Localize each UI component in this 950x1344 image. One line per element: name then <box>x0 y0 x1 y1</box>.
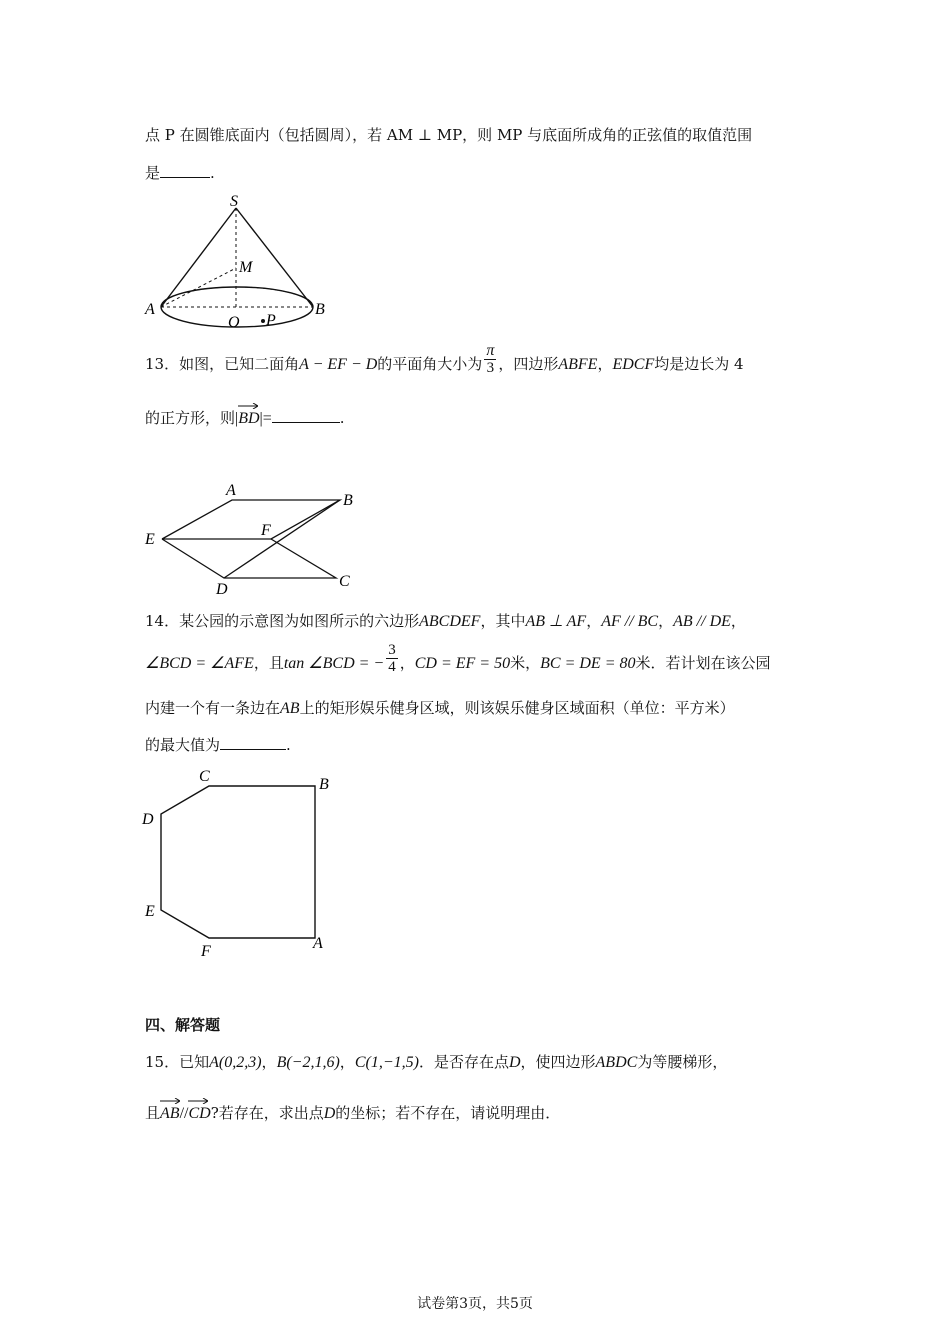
cone-label-O: O <box>228 314 240 331</box>
cone-edge-SA <box>161 208 236 307</box>
vector-arrow-icon <box>188 1098 208 1104</box>
q15-vecAB-text: AB <box>160 1105 180 1122</box>
q15-line2 <box>145 1102 560 1123</box>
q15-text-e: 且 <box>145 1104 161 1122</box>
q15-vecCD-text: CD <box>188 1105 211 1122</box>
q14-text-d: ， <box>399 654 415 672</box>
q14-line2 <box>145 641 771 675</box>
q13-text-e: 的正方形，则 <box>145 409 236 427</box>
q14-hexagon: ABCDEF <box>419 613 481 630</box>
q13-sep: ， <box>597 355 613 373</box>
q14-comma2: ， <box>658 612 674 630</box>
q14-fraction <box>386 642 398 675</box>
square-ABFE <box>162 500 340 539</box>
q15-text-a: 已知 <box>179 1053 210 1071</box>
q15-text-g: 的坐标；若不存在，请说明理由． <box>335 1104 561 1122</box>
q14-angle-eq: ∠BCD = ∠AFE <box>145 655 254 672</box>
q12-line1 <box>145 124 752 145</box>
q14-text-c: ，且 <box>253 654 284 672</box>
q12-answer-blank[interactable] <box>160 163 210 178</box>
cone-label-B: B <box>315 301 325 318</box>
q13-fraction <box>484 343 496 376</box>
q15-text-c: ，使四边形 <box>520 1053 596 1071</box>
q12-line2-end: . <box>210 164 215 182</box>
q14-text-a: 某公园的示意图为如图所示的六边形 <box>179 612 420 630</box>
cone-base-back-dashed <box>161 287 313 307</box>
dihedral-figure <box>140 478 370 598</box>
q13-quad2: EDCF <box>612 356 655 373</box>
q14-number: 14． <box>145 612 180 630</box>
q14-text-b: ，其中 <box>480 612 526 630</box>
park-label-D: D <box>142 811 154 828</box>
q14-line3 <box>145 697 735 718</box>
section-heading: 四、解答题 <box>145 1016 221 1034</box>
q15-point-A: A(0,2,3) <box>209 1054 262 1071</box>
cone-label-M: M <box>239 259 253 276</box>
park-label-E: E <box>145 903 155 920</box>
q12-line2-text: 是 <box>145 164 161 182</box>
q15-point-D2: D <box>323 1105 336 1122</box>
cone-label-P: P <box>266 312 276 329</box>
q13-line2-end: . <box>339 409 345 427</box>
q13-quad1: ABFE <box>558 356 598 373</box>
q14-tan: tan ∠BCD = − <box>283 655 385 672</box>
q14-cond1: AB ⊥ AF <box>525 613 587 630</box>
park-label-F: F <box>201 943 211 960</box>
q14-cd-ef: CD = EF = 50 <box>414 655 511 672</box>
q13-vector-BD <box>238 410 259 428</box>
q14-line1 <box>145 610 746 631</box>
cone-figure <box>140 190 340 340</box>
hexagon-ABCDEF <box>161 786 315 938</box>
q15-number: 15． <box>145 1053 180 1071</box>
q13-frac-den: 3 <box>486 359 495 376</box>
q13-text-c: ，四边形 <box>498 355 559 373</box>
park-label-A: A <box>313 935 323 952</box>
q14-answer-blank[interactable] <box>220 735 286 750</box>
vector-arrow-icon <box>238 403 258 409</box>
dihedral-label-F: F <box>261 522 271 539</box>
dihedral-label-C: C <box>339 573 350 590</box>
dihedral-label-D: D <box>216 581 228 598</box>
q14-line4 <box>145 734 291 755</box>
q14-cond2: AF // BC <box>601 613 659 630</box>
q15-point-C: C(1,−1,5) <box>354 1054 419 1071</box>
vector-arrow-icon <box>160 1098 180 1104</box>
q14-text-e: 内建一个有一条边在 <box>145 699 281 717</box>
park-hexagon-figure <box>138 762 338 962</box>
q15-vector-CD <box>188 1105 210 1123</box>
q13-line2: 的正方形，则| BD|= . <box>145 407 345 428</box>
q13-text-b: 的平面角大小为 <box>377 355 483 373</box>
q14-frac-den: 4 <box>388 658 396 675</box>
q13-answer-blank[interactable] <box>272 408 340 423</box>
q14-text-f: 上的矩形娱乐健身区域，则该娱乐健身区域面积（单位：平方米） <box>299 699 735 717</box>
q15-point-D: D <box>508 1054 521 1071</box>
q13-text-a: 如图，已知二面角 <box>179 355 300 373</box>
dihedral-label-B: B <box>343 492 353 509</box>
cone-label-A: A <box>145 301 155 318</box>
q13-frac-num: π <box>486 341 495 359</box>
q14-comma1: ， <box>586 612 602 630</box>
park-label-C: C <box>199 768 210 785</box>
dihedral-label-A: A <box>226 482 236 499</box>
q15-text-d: 为等腰梯形， <box>637 1053 728 1071</box>
q15-text-b: ．是否存在点 <box>418 1053 509 1071</box>
cone-label-S: S <box>230 193 238 210</box>
q12-line2 <box>145 162 215 183</box>
q14-comma3: ， <box>730 612 746 630</box>
q15-comma2: ， <box>339 1053 355 1071</box>
q13-text-d: 均是边长为 4 <box>654 355 744 373</box>
park-label-B: B <box>319 776 329 793</box>
q13-line1 <box>145 341 744 376</box>
q15-text-f: ?若存在，求出点 <box>210 1104 324 1122</box>
q14-unit1: 米， <box>510 654 541 672</box>
q13-number: 13． <box>145 355 180 373</box>
cone-edge-SB <box>236 208 313 307</box>
q13-dihedral-angle: A − EF − D <box>299 356 378 373</box>
q14-unit2: 米．若计划在该公园 <box>635 654 771 672</box>
q15-quad: ABDC <box>595 1054 638 1071</box>
q13-vec-text: BD <box>238 410 260 427</box>
q15-line1 <box>145 1051 727 1072</box>
q15-parallel: // <box>179 1105 189 1122</box>
dihedral-label-E: E <box>145 531 155 548</box>
q14-cond3: AB // DE <box>673 613 731 630</box>
square-EDCF <box>162 539 336 578</box>
q15-comma1: ， <box>261 1053 277 1071</box>
page-footer: 试卷第3页，共5页 <box>417 1296 533 1312</box>
q15-vector-AB <box>160 1105 180 1123</box>
q14-ab: AB <box>280 700 300 717</box>
q14-frac-num: 3 <box>388 641 396 658</box>
q13-abs-eq: |= <box>259 410 272 427</box>
q12-line1-text: 点 P 在圆锥底面内（包括圆周），若 AM ⊥ MP，则 MP 与底面所成角的正弦值的取值范围 <box>145 126 753 144</box>
q15-point-B: B(−2,1,6) <box>276 1054 340 1071</box>
cone-point-P <box>261 319 265 323</box>
q14-text-g: 的最大值为 <box>145 736 221 754</box>
q14-line4-end: . <box>286 736 291 754</box>
q14-bc-de: BC = DE = 80 <box>540 655 636 672</box>
